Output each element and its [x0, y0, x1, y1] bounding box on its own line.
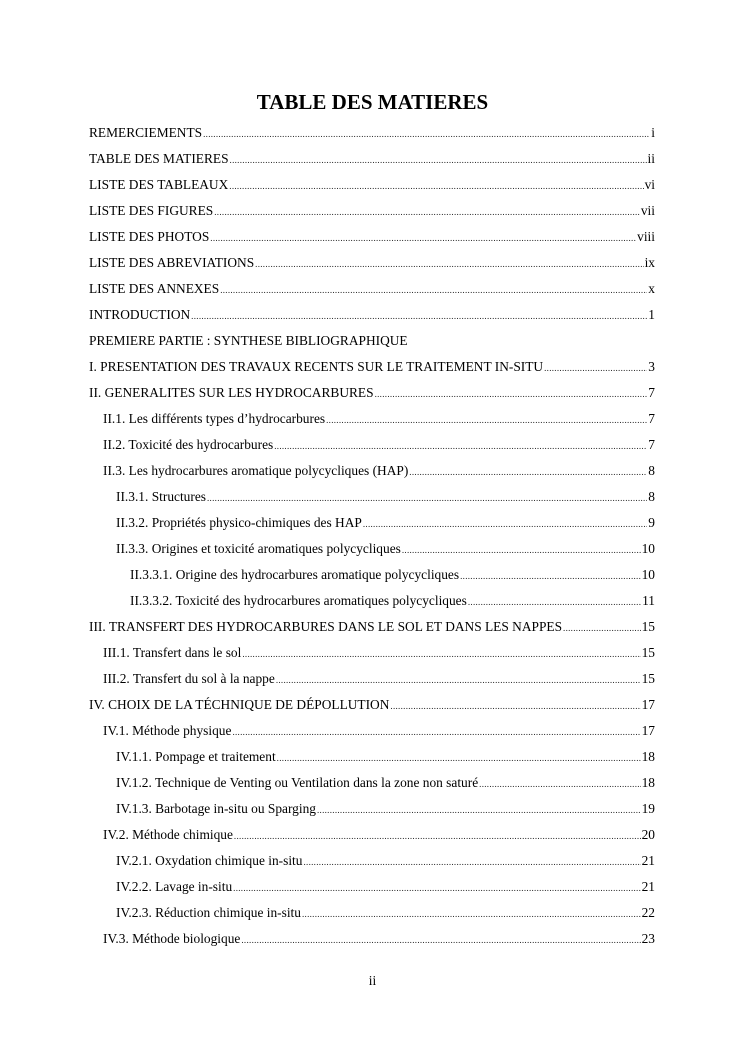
toc-entry-page: 7: [648, 437, 655, 452]
toc-entry[interactable]: [89, 616, 655, 642]
toc-entry[interactable]: [89, 148, 655, 174]
toc-entry-page: 1: [648, 307, 655, 322]
toc-entry-label: II.3.3.1. Origine des hydrocarbures aromatique polycycliques: [130, 567, 460, 582]
toc-dot-leader: [468, 591, 641, 613]
toc-entry[interactable]: [89, 668, 655, 694]
toc-entry-label: III. TRANSFERT DES HYDROCARBURES DANS LE SOL ET DANS LES NAPPES: [89, 619, 563, 634]
toc-entry-label: II.3.3.2. Toxicité des hydrocarbures aromatiques polycycliques: [130, 593, 467, 608]
toc-entry-label: REMERCIEMENTS: [89, 125, 203, 140]
toc-entry-label: II.3. Les hydrocarbures aromatique polycycliques (HAP): [103, 463, 409, 478]
toc-dot-leader: [276, 669, 641, 691]
toc-entry-page: 8: [648, 463, 655, 478]
toc-entry[interactable]: [89, 382, 655, 408]
toc-entry-label: II. GENERALITES SUR LES HYDROCARBURES: [89, 385, 374, 400]
toc-entry-label: IV.2. Méthode chimique: [103, 827, 233, 842]
toc-dot-leader: [479, 773, 640, 795]
toc-dot-leader: [375, 383, 648, 405]
toc-entry-label: IV.1.2. Technique de Venting ou Ventilation dans la zone non saturé: [116, 775, 479, 790]
toc-entry-label: IV. CHOIX DE LA TÉCHNIQUE DE DÉPOLLUTION: [89, 697, 390, 712]
toc-dot-leader: [232, 721, 640, 743]
toc-entry-page: 23: [641, 931, 655, 946]
toc-entry-page: i: [651, 125, 655, 140]
toc-entry-page: 19: [641, 801, 655, 816]
toc-entry[interactable]: [89, 564, 655, 590]
toc-dot-leader: [390, 695, 640, 717]
toc-entry-label: III.1. Transfert dans le sol: [103, 645, 242, 660]
toc-entry[interactable]: [89, 460, 655, 486]
toc-entry[interactable]: [89, 174, 655, 200]
toc-entry-label: IV.1.1. Pompage et traitement: [116, 749, 276, 764]
toc-entry[interactable]: [89, 824, 655, 850]
toc-dot-leader: [274, 435, 647, 457]
toc-entry[interactable]: [89, 200, 655, 226]
toc-dot-leader: [326, 409, 647, 431]
toc-entry-page: 21: [641, 879, 655, 894]
toc-entry[interactable]: [89, 226, 655, 252]
page-title: TABLE DES MATIERES: [256, 90, 489, 114]
toc-entry[interactable]: [89, 694, 655, 720]
toc-entry-page: 22: [641, 905, 655, 920]
toc-entry[interactable]: [89, 330, 655, 356]
toc-entry-page: 8: [648, 489, 655, 504]
toc-entry[interactable]: [89, 642, 655, 668]
toc-dot-leader: [229, 175, 643, 197]
toc-entry-page: ix: [644, 255, 655, 270]
toc-entry-page: vi: [644, 177, 655, 192]
toc-entry-page: 15: [641, 619, 655, 634]
toc-entry-label: IV.2.2. Lavage in-situ: [116, 879, 233, 894]
toc-entry-page: 9: [648, 515, 655, 530]
toc-entry[interactable]: [89, 408, 655, 434]
toc-dot-leader: [230, 149, 647, 171]
toc-entry-label: II.3.2. Propriétés physico-chimiques des HAP: [116, 515, 362, 530]
toc-entry[interactable]: [89, 746, 655, 772]
toc-dot-leader: [303, 851, 640, 873]
toc-dot-leader: [563, 617, 641, 639]
toc-entry[interactable]: [89, 434, 655, 460]
toc-dot-leader: [203, 123, 650, 145]
toc-entry[interactable]: [89, 850, 655, 876]
toc-entry-label: LISTE DES ABREVIATIONS: [89, 255, 255, 270]
toc-entry[interactable]: [89, 122, 655, 148]
toc-dot-leader: [242, 643, 640, 665]
toc-entry-page: 18: [641, 775, 655, 790]
toc-dot-leader: [544, 357, 647, 379]
toc-dot-leader: [409, 461, 647, 483]
toc-entry-page: 3: [648, 359, 655, 374]
toc-entry-label: IV.2.1. Oxydation chimique in-situ: [116, 853, 303, 868]
toc-entry-page: 10: [641, 567, 655, 582]
toc-entry-page: 7: [648, 385, 655, 400]
toc-entry-page: 10: [641, 541, 655, 556]
toc-entry-label: II.3.1. Structures: [116, 489, 206, 504]
toc-dot-leader: [302, 903, 641, 925]
toc-entry-page: 7: [648, 411, 655, 426]
toc-entry-label: LISTE DES FIGURES: [89, 203, 214, 218]
toc-entry-label: II.2. Toxicité des hydrocarbures: [103, 437, 274, 452]
toc-dot-leader: [255, 253, 643, 275]
toc-dot-leader: [191, 305, 647, 327]
toc-entry[interactable]: [89, 304, 655, 330]
toc-dot-leader: [207, 487, 647, 509]
toc-dot-leader: [210, 227, 636, 249]
toc-entry-label: LISTE DES TABLEAUX: [89, 177, 229, 192]
toc-dot-leader: [233, 877, 640, 899]
toc-entry[interactable]: [89, 772, 655, 798]
toc-entry[interactable]: [89, 278, 655, 304]
toc-entry-page: 11: [642, 593, 655, 608]
toc-entry[interactable]: [89, 512, 655, 538]
toc-dot-leader: [220, 279, 647, 301]
toc-entry[interactable]: [89, 798, 655, 824]
toc-entry[interactable]: [89, 928, 655, 954]
toc-entry-label: LISTE DES PHOTOS: [89, 229, 210, 244]
toc-entry-label: II.1. Les différents types d’hydrocarbures: [103, 411, 326, 426]
toc-entry-label: I. PRESENTATION DES TRAVAUX RECENTS SUR LE TRAITEMENT IN-SITU: [89, 359, 544, 374]
toc-entry[interactable]: [89, 720, 655, 746]
toc-entry-label: IV.1.3. Barbotage in-situ ou Sparging: [116, 801, 316, 816]
toc-entry-page: 20: [641, 827, 655, 842]
toc-dot-leader: [460, 565, 641, 587]
toc-dot-leader: [277, 747, 641, 769]
toc-entry-page: 17: [641, 697, 655, 712]
toc-entry-label: LISTE DES ANNEXES: [89, 281, 220, 296]
toc-entry-label: III.2. Transfert du sol à la nappe: [103, 671, 275, 686]
toc-entry-page: 18: [641, 749, 655, 764]
toc-entry-label: IV.1. Méthode physique: [103, 723, 232, 738]
toc-dot-leader: [214, 201, 640, 223]
toc-entry[interactable]: [89, 356, 655, 382]
toc-entry-label: TABLE DES MATIERES: [89, 151, 229, 166]
toc-entry[interactable]: [89, 590, 655, 616]
toc-entry-page: vii: [640, 203, 655, 218]
toc-entry-label: INTRODUCTION: [89, 307, 191, 322]
toc-entry-page: 21: [641, 853, 655, 868]
toc-dot-leader: [317, 799, 641, 821]
toc-entry-page: 15: [641, 671, 655, 686]
toc-entry-label: IV.2.3. Réduction chimique in-situ: [116, 905, 301, 920]
toc-entry-page: 17: [641, 723, 655, 738]
table-of-contents: [89, 122, 655, 954]
toc-entry-label: IV.3. Méthode biologique: [103, 931, 241, 946]
toc-dot-leader: [234, 825, 641, 847]
toc-entry[interactable]: [89, 252, 655, 278]
toc-entry-page: ii: [647, 151, 655, 166]
toc-entry-page: x: [648, 281, 655, 296]
toc-entry-page: 15: [641, 645, 655, 660]
toc-entry-page: viii: [637, 229, 655, 244]
toc-dot-leader: [363, 513, 647, 535]
page-number: ii: [368, 973, 377, 988]
toc-dot-leader: [241, 929, 640, 951]
toc-entry[interactable]: [89, 902, 655, 928]
toc-entry-label: PREMIERE PARTIE : SYNTHESE BIBLIOGRAPHIQUE: [89, 333, 408, 348]
toc-entry[interactable]: [89, 538, 655, 564]
toc-entry[interactable]: [89, 486, 655, 512]
toc-entry-label: II.3.3. Origines et toxicité aromatiques polycycliques: [116, 541, 401, 556]
toc-dot-leader: [402, 539, 641, 561]
toc-entry[interactable]: [89, 876, 655, 902]
